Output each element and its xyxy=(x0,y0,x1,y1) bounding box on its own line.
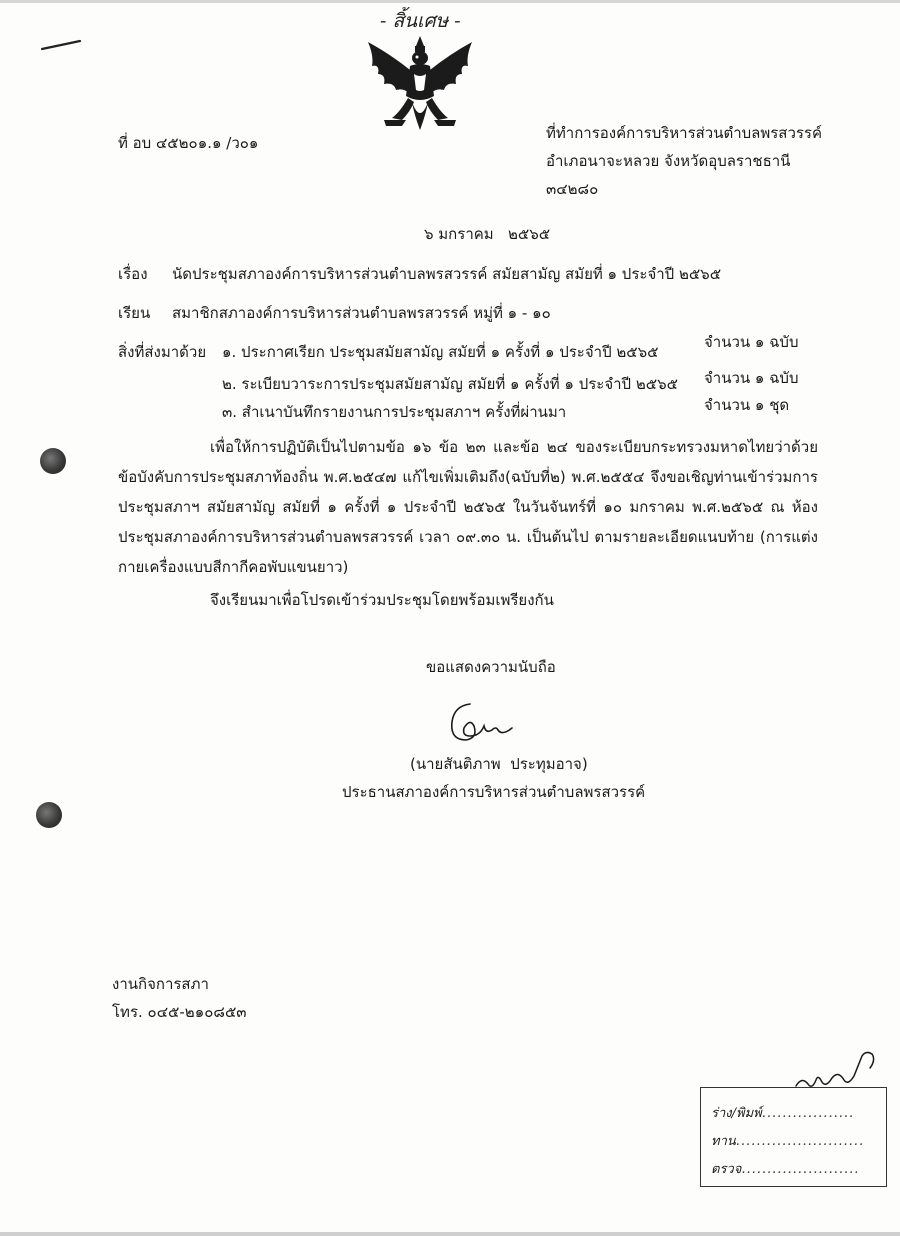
enclosure-item-1: ๑. ประกาศเรียก ประชุมสมัยสามัญ สมัยที่ ๑ ครั้งที่ ๑ ประจำปี ๒๕๖๕ xyxy=(222,343,659,361)
enclosure-qty-1: จำนวน ๑ ฉบับ xyxy=(704,333,799,351)
address-line-2: อำเภอนาจะหลวย จังหวัดอุบลราชธานี xyxy=(546,152,791,170)
routing-label-review: ทาน xyxy=(711,1134,736,1149)
subject-label: เรื่อง xyxy=(118,265,148,283)
address-line-3: ๓๔๒๘๐ xyxy=(546,180,599,198)
body-paragraph: เพื่อให้การปฏิบัติเป็นไปตามข้อ ๑๖ ข้อ ๒๓ และข้อ ๒๔ ของระเบียบกระทรวงมหาดไทยว่าด้วยข้อบังคับการประชุมสภาท้องถิ่น พ.ศ.๒๕๔๗ แก้ไขเพิ่มเติมถึง(ฉบับที่๒) พ.ศ.๒๕๕๔ จึงขอเชิญท่านเข้าร่วมการประชุมสภาฯ สมัยสามัญ สมัยที่ ๑ ครั้งที่ ๑ ประจำปี ๒๕๖๕ ในวันจันทร์ที่ ๑๐ มกราคม พ.ศ.๒๕๖๕ ณ ห้องประชุมสภาองค์การบริหารส่วนตำบลพรสวรรค์ เวลา ๐๙.๓๐ น. เป็นต้นไป ตามรายละเอียดแนบท้าย (การแต่งกายเครื่องแบบสีกากีคอพับแขนยาว) xyxy=(118,438,818,576)
routing-box xyxy=(700,1087,887,1187)
subject-text: นัดประชุมสภาองค์การบริหารส่วนตำบลพรสวรรค์ สมัยสามัญ สมัยที่ ๑ ประจำปี ๒๕๖๕ xyxy=(172,265,722,283)
scan-edge-bottom xyxy=(0,1232,900,1236)
address-line-1: ที่ทำการองค์การบริหารส่วนตำบลพรสวรรค์ xyxy=(546,124,823,142)
enclosure-qty-3: จำนวน ๑ ชุด xyxy=(704,396,790,414)
enclosure-qty-2: จำนวน ๑ ฉบับ xyxy=(704,369,799,387)
enclosure-item-2: ๒. ระเบียบวาระการประชุมสมัยสามัญ สมัยที่ ๑ ครั้งที่ ๑ ประจำปี ๒๕๖๕ xyxy=(222,375,678,393)
routing-row-review xyxy=(711,1130,864,1150)
signatory-name: (นายสันติภาพ ประทุมอาจ) xyxy=(410,755,588,773)
punch-hole-top xyxy=(40,448,66,474)
routing-dots: ....................... xyxy=(741,1162,860,1177)
routing-row-draft xyxy=(711,1102,854,1122)
routing-label-check: ตรวจ xyxy=(711,1162,742,1177)
recipient-text: สมาชิกสภาองค์การบริหารส่วนตำบลพรสวรรค์ หมู่ที่ ๑ - ๑๐ xyxy=(172,304,551,322)
document-date: ๖ มกราคม ๒๕๖๕ xyxy=(424,225,551,243)
punch-hole-bottom xyxy=(36,802,62,828)
pen-mark xyxy=(40,38,84,52)
signature-scribble xyxy=(440,700,520,750)
handwritten-note: - สิ้นเศษ - xyxy=(380,10,461,32)
signatory-position: ประธานสภาองค์การบริหารส่วนตำบลพรสวรรค์ xyxy=(342,783,646,801)
enclosures-label: สิ่งที่ส่งมาด้วย xyxy=(118,343,207,361)
routing-dots: ......................... xyxy=(735,1134,865,1149)
closing-phrase: ขอแสดงความนับถือ xyxy=(426,658,556,676)
enclosure-item-3: ๓. สำเนาบันทึกรายงานการประชุมสภาฯ ครั้งที่ผ่านมา xyxy=(222,403,567,421)
department-phone: โทร. ๐๔๕-๒๑๐๘๕๓ xyxy=(112,1003,247,1021)
routing-label-draft: ร่าง/พิมพ์ xyxy=(711,1106,762,1121)
routing-row-check xyxy=(711,1158,859,1178)
recipient-label: เรียน xyxy=(118,304,151,322)
document-number: ที่ อบ ๔๕๒๐๑.๑ /ว๐๑ xyxy=(118,134,259,152)
garuda-emblem xyxy=(362,34,478,142)
scan-edge-top xyxy=(0,0,900,3)
department-name: งานกิจการสภา xyxy=(112,975,209,993)
closing-request: จึงเรียนมาเพื่อโปรดเข้าร่วมประชุมโดยพร้อมเพรียงกัน xyxy=(210,591,554,609)
routing-dots: .................. xyxy=(761,1106,855,1121)
